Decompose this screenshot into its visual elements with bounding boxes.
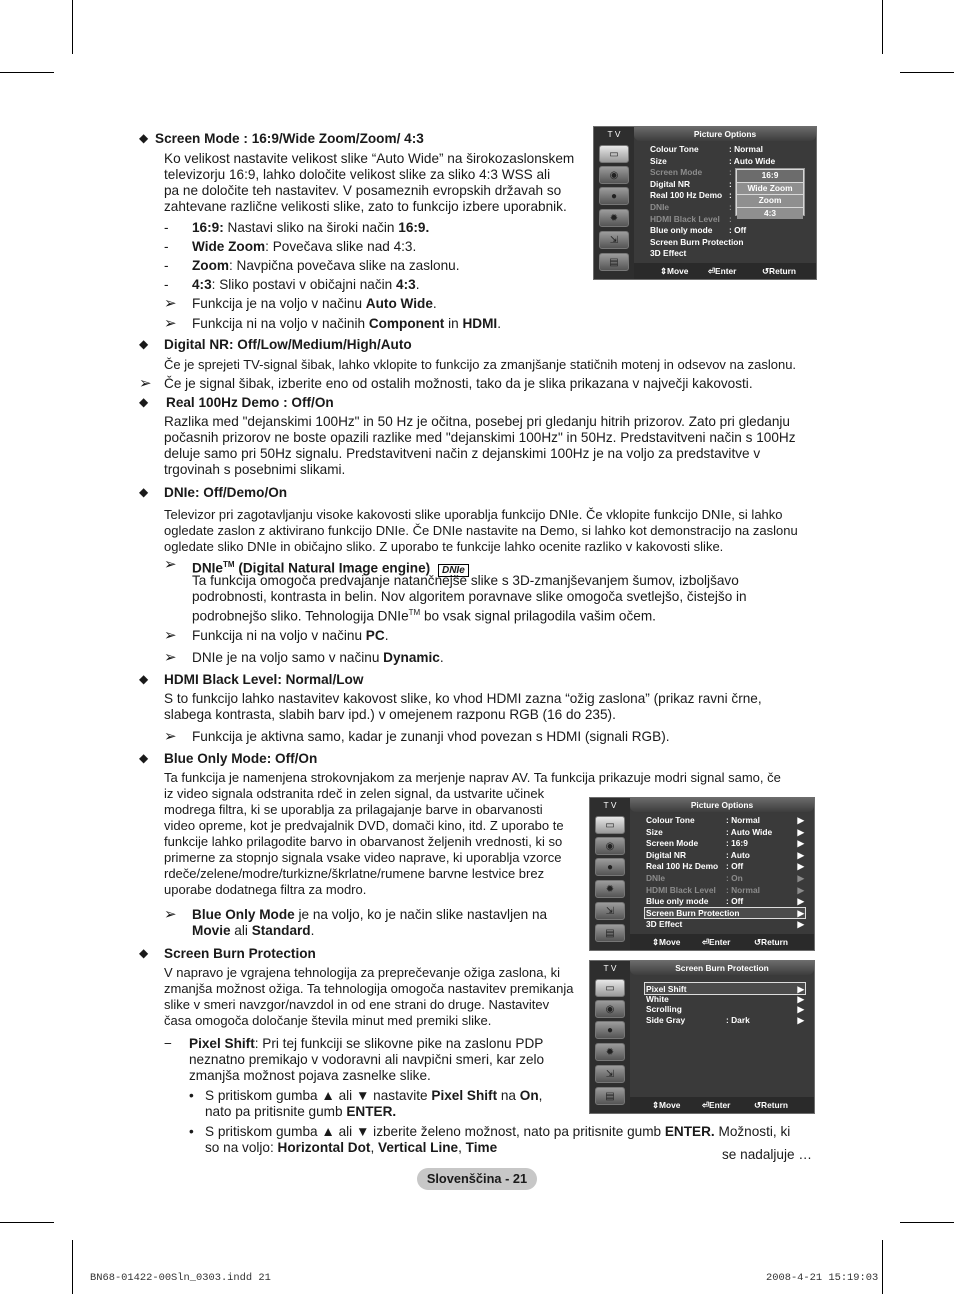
term: ENTER. bbox=[664, 1124, 715, 1139]
note-arrow-icon: ➢ bbox=[164, 315, 177, 332]
note-arrow-icon: ➢ bbox=[164, 295, 177, 312]
return-label: Return bbox=[761, 937, 789, 947]
paragraph-line: trgovinah s posebnimi slikami. bbox=[164, 462, 346, 477]
paragraph-line: S to funkcijo lahko nastavitev kakovost slike, ko vhod HDMI zazna “ožig zaslona” (prikaz ravni črne, bbox=[164, 691, 762, 706]
menu-item-label: 3D Effect bbox=[646, 919, 683, 930]
menu-title: Picture Options bbox=[630, 798, 814, 812]
note-term: Standard bbox=[251, 923, 311, 938]
bullet-dot: • bbox=[189, 1088, 194, 1103]
menu-item-label: Screen Mode bbox=[646, 838, 699, 849]
channel-icon[interactable]: ● bbox=[595, 858, 625, 876]
crop-mark bbox=[882, 1240, 883, 1294]
channel-icon[interactable]: ● bbox=[595, 1021, 625, 1039]
note-term: Dynamic bbox=[383, 650, 440, 665]
menu-item-label: Screen Burn Protection bbox=[646, 907, 740, 918]
enter-hint: ⏎ Enter bbox=[702, 934, 709, 950]
term: Time bbox=[465, 1140, 498, 1155]
paragraph-line: slike v smeri navzgor/navzdol in od ene strani do druge. Nastavitev bbox=[164, 997, 550, 1012]
list-item: - bbox=[164, 277, 169, 292]
paragraph-line: Razlika med "dejanskimi 100Hz" in 50 Hz je očitna, posebej pri gledanju hitrih prizorov. Zato pri gledanju bbox=[164, 414, 790, 429]
paragraph-line: primerne za stopnjo signala vsake video naprave, ki uporablja vzorce bbox=[164, 850, 562, 865]
desc: Nastavi sliko na široki način bbox=[223, 220, 399, 235]
menu-item[interactable] bbox=[650, 214, 808, 226]
menu-item[interactable] bbox=[650, 167, 808, 179]
move-hint: ⇕ Move bbox=[652, 1097, 659, 1113]
menu-item[interactable] bbox=[646, 850, 806, 862]
menu-title: Picture Options bbox=[634, 127, 816, 141]
menu-item-label: Blue only mode bbox=[650, 225, 713, 236]
submenu-arrow-icon: ▶ bbox=[797, 884, 804, 895]
list-item-text: S pritiskom gumba ▲ ali ▼ nastavite Pixel Shift na On, bbox=[205, 1088, 543, 1103]
application-icon[interactable]: ▤ bbox=[599, 253, 629, 271]
list-item-text bbox=[205, 1124, 790, 1140]
note: Movie ali Standard. bbox=[192, 923, 315, 938]
menu-item-label: Real 100 Hz Demo bbox=[650, 190, 723, 201]
bullet-diamond-icon: ◆ bbox=[139, 672, 149, 686]
dropdown-option[interactable]: Zoom bbox=[737, 195, 803, 207]
bullet-diamond-icon: ◆ bbox=[139, 946, 149, 960]
menu-item-label: Colour Tone bbox=[646, 815, 695, 825]
input-icon[interactable]: ⇲ bbox=[595, 902, 625, 920]
trademark: TM bbox=[408, 608, 421, 617]
menu-item-label: Blue only mode bbox=[646, 896, 709, 907]
submenu-arrow-icon: ▶ bbox=[797, 861, 804, 872]
paragraph-line: zmanjša možnost pojava zasnelke slike. bbox=[189, 1068, 431, 1083]
note-text: Funkcija ni na voljo v načinu bbox=[192, 628, 366, 643]
note: Funkcija je aktivna samo, kadar je zunanji vhod povezan s HDMI (signali RGB). bbox=[192, 729, 670, 744]
bullet-diamond-icon: ◆ bbox=[139, 395, 149, 409]
file-info: BN68-01422-00Sln_0303.indd 21 bbox=[90, 1272, 271, 1284]
menu-item-label: HDMI Black Level bbox=[646, 884, 716, 895]
trademark: TM bbox=[222, 560, 235, 569]
paragraph-line: Ta funkcija je namenjena strokovnjakom za merjenje naprav AV. Ta funkcija prikazuje modri signal samo, če bbox=[164, 770, 781, 785]
menu-item-value: : Off bbox=[729, 225, 747, 236]
dropdown-option[interactable]: Wide Zoom bbox=[737, 183, 803, 195]
channel-icon[interactable]: ● bbox=[599, 187, 629, 205]
menu-item-value: : bbox=[729, 167, 732, 178]
menu-item-label: Size bbox=[646, 826, 663, 837]
note: Funkcija ni na voljo v načinu PC. bbox=[192, 628, 389, 643]
note: DNIe je na voljo samo v načinu Dynamic. bbox=[192, 650, 444, 665]
submenu-arrow-icon: ▶ bbox=[797, 815, 804, 825]
picture-icon[interactable]: ▭ bbox=[595, 816, 625, 834]
desc: : Sliko postavi v običajni način bbox=[211, 277, 397, 292]
bullet-diamond-icon: ◆ bbox=[139, 485, 149, 499]
note-term: Movie bbox=[192, 923, 231, 938]
menu-item-value: : Normal bbox=[729, 144, 763, 154]
crop-mark bbox=[72, 1240, 73, 1294]
menu-footer bbox=[630, 934, 814, 950]
menu-item-value: : Off bbox=[726, 861, 744, 872]
menu-item-label: Screen Burn Protection bbox=[650, 236, 744, 247]
text: na bbox=[497, 1088, 520, 1103]
enter-hint: ⏎ Enter bbox=[702, 1097, 709, 1113]
note: Če je signal šibak, izberite eno od ostalih možnosti, tako da je slika prikazana v največji kakovosti. bbox=[164, 376, 753, 391]
menu-item-label: Side Gray bbox=[646, 1014, 686, 1025]
menu-item[interactable] bbox=[646, 908, 806, 920]
move-hint: ⇕ Move bbox=[660, 263, 667, 279]
paragraph-line: deluje samo pri 50Hz signalu. Predstavitveni način z dejanskimi 100Hz je na voljo za predstavitve v bbox=[164, 446, 761, 461]
tv-menu-picture-options-2 bbox=[589, 797, 815, 951]
menu-item-value: : bbox=[729, 213, 732, 224]
bullet-diamond-icon: ◆ bbox=[139, 337, 149, 351]
move-label: Move bbox=[659, 1100, 681, 1110]
term: ENTER. bbox=[346, 1104, 397, 1119]
paragraph-line: pa ne določite teh nastavitev. V posameznih evropskih državah so bbox=[164, 183, 562, 198]
menu-item-value: : Normal bbox=[726, 884, 760, 895]
paragraph-line: Televizor pri zagotavljanju visoke kakovosti slike uporablja funkcijo DNIe. Če vklopite funkcijo DNIe, si lahko bbox=[164, 507, 783, 522]
term: Horizontal Dot bbox=[277, 1140, 371, 1155]
paragraph-line: rdeče/zelene/modre/turkizne/škrlatne/rumene barvne lestvice brez bbox=[164, 866, 545, 881]
enter-label: Enter bbox=[709, 937, 731, 947]
paragraph-line: V napravo je vgrajena tehnologija za preprečevanje ožiga zaslona, ki bbox=[164, 965, 561, 980]
dropdown-option[interactable]: 16:9 bbox=[737, 170, 803, 182]
term: Wide Zoom bbox=[192, 239, 266, 254]
list-item-text bbox=[189, 1036, 543, 1052]
menu-item-value: : Auto Wide bbox=[729, 155, 776, 166]
menu-item-label: HDMI Black Level bbox=[650, 213, 720, 224]
application-icon[interactable]: ▤ bbox=[595, 1087, 625, 1105]
menu-title: Screen Burn Protection bbox=[630, 961, 814, 975]
input-icon[interactable]: ⇲ bbox=[599, 231, 629, 249]
paragraph-line: podrobnosti, kontrasta in belin. Nov algoritem poravnave slike omogoča svetlejšo, čistejšo in bbox=[192, 589, 747, 604]
desc: : Navpična povečava slike na zaslonu. bbox=[229, 258, 460, 273]
menu-item-label: Colour Tone bbox=[650, 144, 699, 154]
sound-icon[interactable]: ◉ bbox=[599, 166, 629, 184]
term: Zoom bbox=[192, 258, 229, 273]
crop-mark bbox=[72, 0, 73, 54]
list-item-text bbox=[192, 220, 429, 236]
term: Vertical Line bbox=[378, 1140, 459, 1155]
list-item-text bbox=[192, 258, 459, 274]
term: 4:3 bbox=[192, 277, 212, 292]
crop-mark bbox=[900, 1222, 954, 1223]
bullet-diamond-icon: ◆ bbox=[139, 131, 149, 145]
dnie-logo: DNIe bbox=[438, 564, 469, 577]
paragraph-line: iz video signala odstranita rdeč in zelen signal, da ustvarite učinek bbox=[164, 786, 545, 801]
paragraph-line: počasnih prizorov ne boste opazili razlike med "dejanskimi 100Hz" in 50Hz. Predstavitveni način s 100Hz bbox=[164, 430, 796, 445]
tv-menu-picture-options bbox=[593, 126, 817, 280]
list-item-text bbox=[192, 239, 416, 255]
bullet-dot: • bbox=[189, 1124, 194, 1139]
paragraph-line: zmanjša možnost ožiga. Ta tehnologija omogoča nastavitev premikanja bbox=[164, 981, 574, 996]
menu-item[interactable] bbox=[646, 827, 806, 839]
list-item-text bbox=[205, 1140, 497, 1156]
menu-item-label: Pixel Shift bbox=[646, 984, 687, 994]
term: 16:9: bbox=[192, 220, 224, 235]
crop-mark bbox=[882, 0, 883, 54]
tv-label: T V bbox=[603, 800, 617, 810]
application-icon[interactable]: ▤ bbox=[595, 924, 625, 942]
menu-item-label: 3D Effect bbox=[650, 248, 687, 259]
menu-item[interactable] bbox=[646, 919, 806, 931]
enter-label: Enter bbox=[715, 266, 737, 276]
menu-item-value: : Dark bbox=[726, 1014, 750, 1025]
list-item: - bbox=[164, 239, 169, 254]
note-arrow-icon: ➢ bbox=[164, 556, 177, 573]
setup-icon[interactable]: ✹ bbox=[595, 1043, 625, 1061]
return-label: Return bbox=[769, 266, 797, 276]
menu-item[interactable] bbox=[650, 156, 808, 168]
submenu-arrow-icon: ▶ bbox=[797, 838, 804, 849]
return-hint: ↺ Return bbox=[762, 263, 769, 279]
paragraph-line: slabega kontrasta, slabih barv ipd.) v omejenem razponu RGB (16 do 235). bbox=[164, 707, 616, 722]
menu-item[interactable] bbox=[646, 873, 806, 885]
menu-item-value: : On bbox=[726, 873, 743, 883]
paragraph-line: Če je sprejeti TV-signal šibak, lahko vklopite to funkcijo za zmanjšanje statičnih motenj in odsevov na zaslonu. bbox=[164, 357, 797, 372]
note-term: Blue Only Mode bbox=[192, 907, 295, 922]
paragraph-line: Ko velikost nastavite velikost slike “Auto Wide” na širokozaslonskem bbox=[164, 151, 575, 166]
tv-label: T V bbox=[603, 963, 617, 973]
print-date: 2008-4-21 15:19:03 bbox=[766, 1272, 879, 1284]
menu-item[interactable] bbox=[646, 815, 806, 827]
note-text: je na voljo, ko je način slike nastavljen na bbox=[294, 907, 548, 922]
menu-item[interactable] bbox=[650, 237, 808, 249]
input-icon[interactable]: ⇲ bbox=[595, 1065, 625, 1083]
menu-footer bbox=[630, 1097, 814, 1113]
text: Možnosti, ki bbox=[714, 1124, 791, 1139]
paragraph-line: televizorju 16:9, lahko določite velikost slike za sliko 4:3 WSS ali bbox=[164, 167, 551, 182]
menu-item[interactable] bbox=[650, 190, 808, 202]
note-text: in bbox=[444, 316, 463, 331]
continued-label: se nadaljuje … bbox=[722, 1147, 812, 1162]
text: bo vsak signal prilagodila vašim očem. bbox=[420, 608, 656, 624]
paragraph-line: modrega filtra, ki se uporablja za prilagajanje barve in obarvanosti bbox=[164, 802, 543, 817]
note-text: Funkcija je na voljo v načinu bbox=[192, 296, 366, 311]
note-arrow-icon: ➢ bbox=[164, 728, 177, 745]
return-hint: ↺ Return bbox=[754, 934, 761, 950]
paragraph-line bbox=[192, 605, 656, 625]
section-title: Digital NR: Off/Low/Medium/High/Auto bbox=[164, 337, 412, 352]
note: Funkcija ni na voljo v načinih Component in HDMI. bbox=[192, 316, 501, 331]
section-title: HDMI Black Level: Normal/Low bbox=[164, 672, 364, 687]
menu-item-label: Scrolling bbox=[646, 1004, 682, 1015]
menu-item[interactable] bbox=[646, 1015, 806, 1027]
submenu-arrow-icon: ▶ bbox=[797, 849, 804, 860]
paragraph-line: neznatno premikajo v vodoravni ali navpični smeri, kar zelo bbox=[189, 1052, 545, 1067]
list-item-text: 4:3: Sliko postavi v običajni način 4:3. bbox=[192, 277, 420, 292]
text: S pritiskom gumba ▲ ali ▼ izberite želeno možnost, nato pa pritisnite gumb bbox=[205, 1124, 665, 1139]
paragraph-line: video opreme, kot je predvajalnik DVD, domači kino, itd. Z uporabo te bbox=[164, 818, 564, 833]
paragraph-line: ogledate zaslon z aktivirano funkcijo DNIe. Če DNIe nastavite na Demo, si lahko kot demonstracijo na zaslonu bbox=[164, 523, 798, 538]
dnie-label-rest: (Digital Natural Image engine) bbox=[234, 560, 431, 576]
dnie-label: DNIe bbox=[192, 560, 223, 576]
enter-label: Enter bbox=[709, 1100, 731, 1110]
setup-icon[interactable]: ✹ bbox=[599, 209, 629, 227]
term: 4:3 bbox=[396, 277, 416, 292]
menu-item-value: : 16:9 bbox=[726, 838, 748, 849]
text: so na voljo: bbox=[205, 1140, 278, 1155]
return-hint: ↺ Return bbox=[754, 1097, 761, 1113]
note-term: PC bbox=[365, 628, 385, 643]
term: 16:9. bbox=[398, 220, 430, 235]
list-item: − bbox=[164, 1036, 172, 1051]
submenu-arrow-icon: ▶ bbox=[797, 907, 804, 918]
menu-item-value: : Auto Wide bbox=[726, 826, 773, 837]
submenu-arrow-icon: ▶ bbox=[797, 873, 804, 883]
menu-item-label: Real 100 Hz Demo bbox=[646, 861, 719, 872]
menu-item-label: White bbox=[646, 994, 669, 1005]
section-title: DNIe: Off/Demo/On bbox=[164, 485, 288, 500]
note-arrow-icon: ➢ bbox=[164, 627, 177, 644]
text: nato pa pritisnite gumb bbox=[205, 1104, 347, 1119]
note-term: HDMI bbox=[462, 316, 498, 331]
enter-hint: ⏎ Enter bbox=[708, 263, 715, 279]
menu-item[interactable] bbox=[650, 248, 808, 260]
move-hint: ⇕ Move bbox=[652, 934, 659, 950]
menu-item[interactable] bbox=[650, 202, 808, 214]
list-item: - bbox=[164, 258, 169, 273]
move-label: Move bbox=[659, 937, 681, 947]
desc: : Pri tej funkciji se slikovne pike na zaslonu PDP bbox=[254, 1036, 544, 1051]
submenu-arrow-icon: ▶ bbox=[797, 994, 804, 1005]
note-arrow-icon: ➢ bbox=[164, 649, 177, 666]
text: podrobnejšo sliko. Tehnologija DNIe bbox=[192, 608, 409, 624]
list-item: - bbox=[164, 220, 169, 235]
menu-footer bbox=[634, 263, 816, 279]
note-term: Auto Wide bbox=[365, 296, 433, 311]
menu-item-value: : Auto bbox=[726, 849, 750, 860]
text: S pritiskom gumba ▲ ali ▼ nastavite bbox=[205, 1088, 432, 1103]
tv-menu-screen-burn-protection bbox=[589, 960, 815, 1114]
bullet-diamond-icon: ◆ bbox=[139, 751, 149, 765]
paragraph-line: uporabe dodatnega filtra za modro. bbox=[164, 882, 367, 897]
paragraph-line: časa omogoča določanje števila minut med premiki slike. bbox=[164, 1013, 492, 1028]
submenu-arrow-icon: ▶ bbox=[797, 1004, 804, 1015]
menu-item-value: : Normal bbox=[726, 815, 760, 825]
submenu-arrow-icon: ▶ bbox=[797, 826, 804, 837]
desc: : Povečava slike nad 4:3. bbox=[265, 239, 417, 254]
sound-icon[interactable]: ◉ bbox=[595, 837, 625, 855]
term: On bbox=[519, 1088, 539, 1103]
menu-item-label: Size bbox=[650, 155, 667, 166]
crop-mark bbox=[900, 72, 954, 73]
crop-mark bbox=[0, 72, 54, 73]
section-title: Screen Burn Protection bbox=[164, 946, 316, 961]
note-text: DNIe je na voljo samo v načinu bbox=[192, 650, 384, 665]
submenu-arrow-icon: ▶ bbox=[797, 984, 804, 994]
menu-item[interactable] bbox=[646, 838, 806, 850]
sound-icon[interactable]: ◉ bbox=[595, 1000, 625, 1018]
setup-icon[interactable]: ✹ bbox=[595, 880, 625, 898]
paragraph-line: ogledate sliko DNIe in običajno sliko. Z uporabo te funkcije lahko ocenite razliko v kakovosti slike. bbox=[164, 539, 724, 554]
paragraph-line: funkcije lahko prilagodite barvo in obarvanost željenih vrednosti, ki so bbox=[164, 834, 563, 849]
tv-label: T V bbox=[607, 129, 621, 139]
crop-mark bbox=[0, 1222, 54, 1223]
menu-item-label: DNIe bbox=[646, 873, 666, 883]
move-label: Move bbox=[667, 266, 689, 276]
dropdown-option[interactable]: 4:3 bbox=[737, 208, 803, 220]
note: Funkcija je na voljo v načinu Auto Wide. bbox=[192, 296, 437, 311]
term: Pixel Shift bbox=[431, 1088, 498, 1103]
menu-item-value: : Off bbox=[726, 896, 744, 907]
paragraph-line: zahtevane različne velikosti slike, zato to funkcijo izbere uporabnik. bbox=[164, 199, 567, 214]
note-term: Component bbox=[368, 316, 445, 331]
menu-item[interactable] bbox=[646, 885, 806, 897]
menu-item[interactable] bbox=[646, 896, 806, 908]
menu-item-label: DNIe bbox=[650, 202, 670, 212]
page-number-badge: Slovenščina - 21 bbox=[417, 1168, 537, 1190]
picture-icon[interactable]: ▭ bbox=[599, 145, 629, 163]
paragraph-line: Ta funkcija omogoča predvajanje natančnejše slike s 3D-zmanjševanjem šumov, izboljšavo bbox=[192, 573, 739, 588]
menu-item[interactable] bbox=[650, 225, 808, 237]
note bbox=[192, 907, 547, 923]
section-title: Screen Mode : 16:9/Wide Zoom/Zoom/ 4:3 bbox=[155, 131, 424, 146]
menu-item[interactable] bbox=[646, 861, 806, 873]
menu-item[interactable] bbox=[650, 144, 808, 156]
text: , bbox=[370, 1140, 378, 1155]
section-title: Real 100Hz Demo : Off/On bbox=[166, 395, 334, 410]
menu-item-value: : bbox=[729, 190, 732, 201]
submenu-arrow-icon: ▶ bbox=[797, 896, 804, 907]
menu-item-label: Digital NR bbox=[646, 849, 687, 860]
submenu-arrow-icon: ▶ bbox=[797, 1014, 804, 1025]
list-item-text bbox=[205, 1104, 396, 1120]
note-text: ali bbox=[230, 923, 252, 938]
section-title: Blue Only Mode: Off/On bbox=[164, 751, 318, 766]
submenu-arrow-icon: ▶ bbox=[797, 919, 804, 930]
picture-icon[interactable]: ▭ bbox=[595, 979, 625, 997]
menu-item[interactable] bbox=[650, 179, 808, 191]
return-label: Return bbox=[761, 1100, 789, 1110]
menu-item-label: Digital NR bbox=[650, 178, 691, 189]
note-arrow-icon: ➢ bbox=[139, 375, 152, 392]
note-arrow-icon: ➢ bbox=[164, 906, 177, 923]
menu-item-label: Screen Mode bbox=[650, 167, 703, 178]
note-text: Funkcija ni na voljo v načinih bbox=[192, 316, 369, 331]
menu-item-value: : bbox=[729, 202, 732, 212]
menu-item-value: : bbox=[729, 178, 732, 189]
text: , bbox=[458, 1140, 466, 1155]
term: Pixel Shift bbox=[189, 1036, 255, 1051]
